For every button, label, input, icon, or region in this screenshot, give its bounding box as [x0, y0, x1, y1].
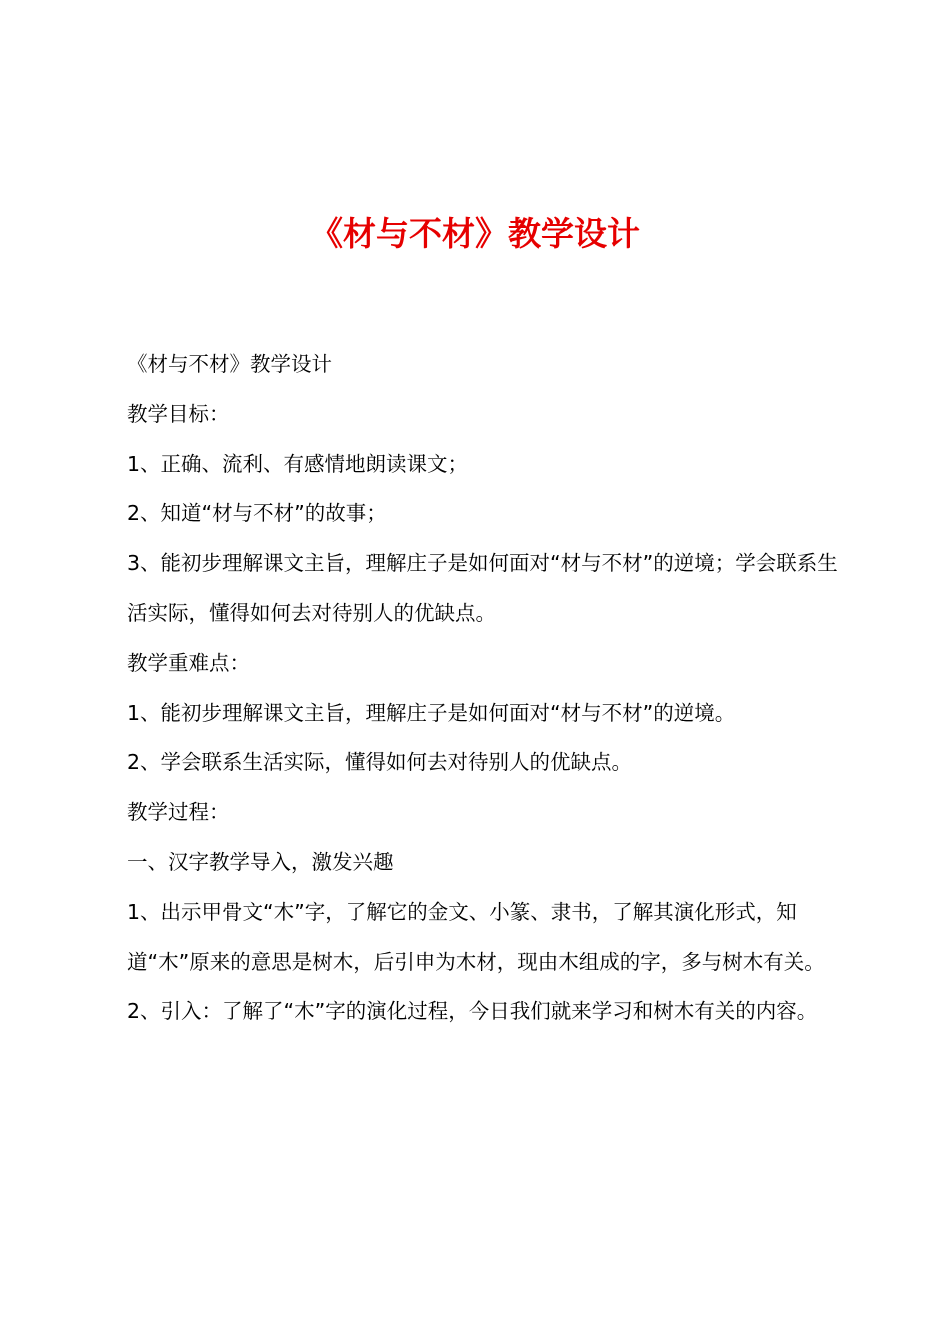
key-point-item: 1、能初步理解课文主旨，理解庄子是如何面对“材与不材”的逆境。	[127, 700, 736, 725]
process-item: 2、引入：了解了“木”字的演化过程，今日我们就来学习和树木有关的内容。	[127, 999, 818, 1024]
section-heading-process: 教学过程：	[127, 800, 230, 825]
document-title: 《材与不材》教学设计	[310, 214, 640, 253]
section-heading-key-points: 教学重难点：	[127, 650, 250, 675]
section-heading-objectives: 教学目标：	[127, 401, 230, 426]
objective-item: 1、正确、流利、有感情地朗读课文；	[127, 451, 469, 476]
process-step-heading: 一、汉字教学导入，激发兴趣	[127, 849, 394, 874]
body-heading: 《材与不材》教学设计	[127, 352, 332, 376]
objective-item: 2、知道“材与不材”的故事；	[127, 501, 387, 526]
document-body	[127, 340, 847, 1037]
process-item: 1、出示甲骨文“木”字，了解它的金文、小篆、隶书，了解其演化形式，知道“木”原来的意思是树木，后引申为木材，现由木组成的字，多与树木有关。	[127, 899, 825, 974]
key-point-item: 2、学会联系生活实际，懂得如何去对待别人的优缺点。	[127, 750, 633, 775]
objective-item: 3、能初步理解课文主旨，理解庄子是如何面对“材与不材”的逆境；学会联系生活实际，懂得如何去对待别人的优缺点。	[127, 551, 838, 625]
